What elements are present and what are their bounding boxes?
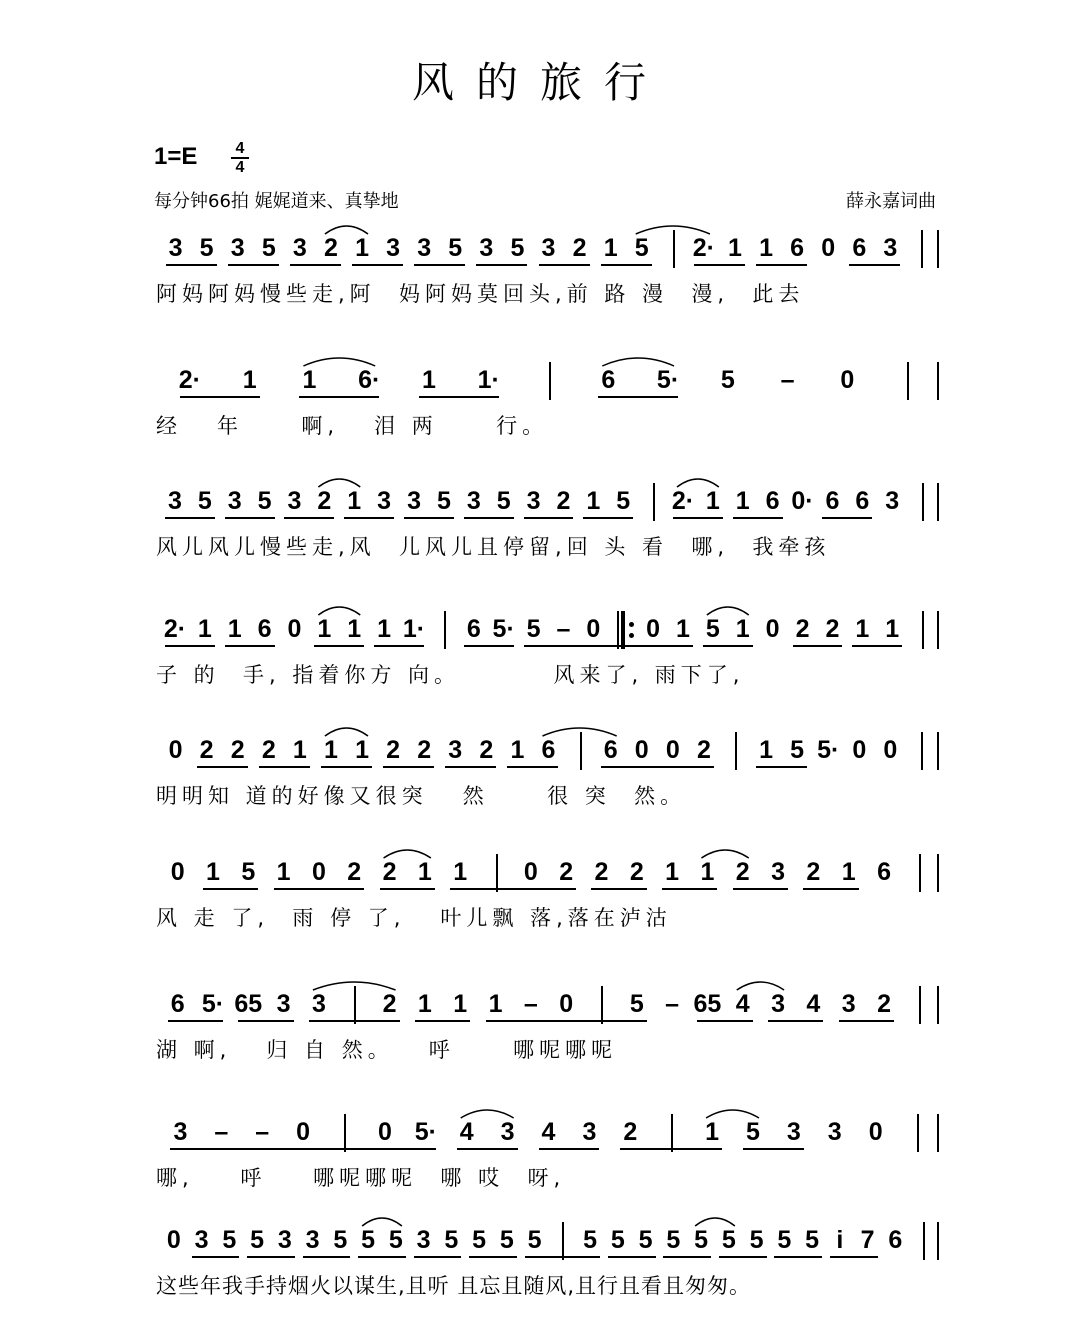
note: 0 <box>852 736 867 764</box>
lyrics-line <box>0 410 1080 444</box>
note: 3 <box>287 487 302 515</box>
notation-line <box>0 485 1080 525</box>
note: 4 <box>806 990 821 1018</box>
slur <box>602 358 674 366</box>
note: 0 <box>296 1118 311 1146</box>
time-signature-bottom: 4 <box>235 159 245 176</box>
note: 5· <box>492 615 515 643</box>
note: 1 <box>292 736 307 764</box>
note: 5 <box>746 1118 760 1146</box>
note: 2 <box>417 736 432 764</box>
note: 6 <box>466 615 481 643</box>
slur <box>318 479 360 487</box>
note: 0 <box>868 1118 883 1146</box>
note: 6 <box>855 487 870 515</box>
note: 0 <box>646 615 661 643</box>
note: 5 <box>720 366 735 394</box>
note: 2 <box>382 990 397 1018</box>
lyrics-text: 子 的 手, 指着你方 向。 风来了, 雨下了, <box>156 663 745 687</box>
note: 2 <box>556 487 571 515</box>
score-system <box>0 485 1080 595</box>
note: 1 <box>377 615 392 643</box>
note: 1· <box>402 615 426 643</box>
notation-line <box>0 734 1080 774</box>
note: 5 <box>616 487 631 515</box>
note: 2· <box>692 234 716 262</box>
note: 0 <box>166 1226 181 1254</box>
note: 6 <box>825 487 840 515</box>
note: 0 <box>883 736 898 764</box>
slur-layer <box>0 364 1080 404</box>
slur-layer <box>0 734 1080 774</box>
song-title: 风的旅行 <box>411 58 668 107</box>
note: 3 <box>500 1118 515 1146</box>
note: 5 <box>388 1226 403 1254</box>
note: 0 <box>840 366 855 394</box>
note: 3 <box>416 1226 431 1254</box>
note: 1 <box>705 487 720 515</box>
note: 1 <box>417 990 432 1018</box>
note: 2 <box>230 736 245 764</box>
note: 1 <box>302 366 317 394</box>
note: 2 <box>572 234 587 262</box>
note: 2· <box>163 615 187 643</box>
slur <box>318 607 360 615</box>
time-signature-top: 4 <box>231 140 249 159</box>
note: 5 <box>777 1226 792 1254</box>
note: 0 <box>523 858 538 886</box>
note: 3 <box>466 487 481 515</box>
note: 5 <box>333 1226 348 1254</box>
note: 5 <box>638 1226 653 1254</box>
note: 5 <box>510 234 525 262</box>
note: 2 <box>199 736 214 764</box>
time-signature <box>231 140 249 176</box>
note: 4 <box>459 1118 474 1146</box>
note: i <box>836 1226 844 1254</box>
sustain-dash: – <box>665 990 680 1018</box>
note: 1 <box>355 234 369 262</box>
note: 2 <box>347 858 362 886</box>
barline-end <box>937 230 939 268</box>
slur-layer <box>0 988 1080 1028</box>
note: 1· <box>477 366 500 394</box>
note: 1 <box>759 234 773 262</box>
barline-end <box>937 362 939 400</box>
note: 0 <box>311 858 326 886</box>
note: 1 <box>586 487 601 515</box>
note: 3 <box>276 990 291 1018</box>
note: 1 <box>510 736 525 764</box>
note: 3 <box>885 487 900 515</box>
note: 3 <box>827 1118 842 1146</box>
note: 0 <box>559 990 574 1018</box>
note: 5 <box>610 1226 625 1254</box>
note: 3 <box>771 858 786 886</box>
note: 5 <box>222 1226 237 1254</box>
note: 6 <box>877 858 891 886</box>
note: 1 <box>700 858 715 886</box>
note: 2 <box>382 858 397 886</box>
note: 1 <box>276 858 291 886</box>
note: 0 <box>168 736 183 764</box>
note: 3 <box>377 487 392 515</box>
note: 1 <box>197 615 212 643</box>
note: 1 <box>227 615 242 643</box>
note: 0 <box>634 736 649 764</box>
note: 0· <box>791 487 814 515</box>
note: 3 <box>841 990 856 1018</box>
slur-layer <box>0 485 1080 525</box>
notation-line <box>0 856 1080 896</box>
lyrics-text: 哪, 呼 哪呢哪呢 哪 哎 呀, <box>156 1166 566 1190</box>
barline-end <box>937 1114 939 1152</box>
lyrics-line <box>0 1162 1080 1196</box>
note: 4 <box>541 1118 556 1146</box>
note: 5 <box>448 234 463 262</box>
note: 5 <box>197 487 212 515</box>
lyrics-line <box>0 1270 1080 1304</box>
note: 1 <box>488 990 503 1018</box>
note: 2· <box>671 487 695 515</box>
note: 3 <box>417 234 432 262</box>
note: 1 <box>453 858 468 886</box>
note: 3 <box>883 234 898 262</box>
tempo-marking: 每分钟66拍 娓娓道来、真挚地 <box>154 191 399 212</box>
score-system <box>0 364 1080 474</box>
barline-end <box>937 1222 939 1260</box>
note: 3 <box>771 990 786 1018</box>
note: 5 <box>583 1226 598 1254</box>
sustain-dash: – <box>556 615 571 643</box>
note: 5 <box>526 615 541 643</box>
notation-line <box>0 364 1080 404</box>
note: 3 <box>292 234 307 262</box>
note: 6 <box>541 736 556 764</box>
slur <box>461 1110 514 1118</box>
note: 5 <box>257 487 272 515</box>
note: 3 <box>168 234 183 262</box>
slur <box>303 358 375 366</box>
sustain-dash: – <box>214 1118 229 1146</box>
note: 5· <box>656 366 680 394</box>
note: 3 <box>173 1118 188 1146</box>
note: 1 <box>603 234 618 262</box>
note: 1 <box>355 736 369 764</box>
note: 2 <box>735 858 750 886</box>
note: 3 <box>582 1118 597 1146</box>
note: 5· <box>414 1118 437 1146</box>
barline-end <box>937 611 939 649</box>
score-system <box>0 734 1080 844</box>
note: 5 <box>705 615 720 643</box>
slur <box>325 728 368 736</box>
slur-layer <box>0 232 1080 272</box>
note: 0 <box>377 1118 392 1146</box>
lyrics-line <box>0 531 1080 565</box>
note: 5 <box>499 1226 514 1254</box>
note: 2 <box>623 1118 638 1146</box>
note: 5 <box>666 1226 681 1254</box>
note: 5 <box>629 990 644 1018</box>
note: 3 <box>167 487 182 515</box>
note: 3 <box>194 1226 209 1254</box>
note: 1 <box>206 858 220 886</box>
note: 5 <box>634 234 649 262</box>
score-system <box>0 613 1080 723</box>
note: 3 <box>277 1226 292 1254</box>
note: 3 <box>407 487 421 515</box>
note: 2 <box>323 234 338 262</box>
note: 2 <box>795 615 810 643</box>
note: 6 <box>790 234 805 262</box>
note: 0 <box>170 858 185 886</box>
note: 3 <box>526 487 541 515</box>
lyrics-text: 阿妈阿妈慢些走,阿 妈阿妈莫回头,前 路 漫 漫, 此去 <box>156 282 805 306</box>
note: 1 <box>759 736 773 764</box>
note: 1 <box>855 615 870 643</box>
barline-end <box>937 854 939 892</box>
lyrics-text: 明明知 道的好像又很突 然 很 突 然。 <box>156 784 687 808</box>
slur-layer <box>0 856 1080 896</box>
lyrics-text: 经 年 啊, 泪 两 行。 <box>156 414 549 438</box>
note: 3 <box>311 990 326 1018</box>
note: 5 <box>361 1226 376 1254</box>
note: 0 <box>665 736 680 764</box>
note: 6 <box>603 736 618 764</box>
note: 2 <box>317 487 332 515</box>
note: 5 <box>805 1226 820 1254</box>
sustain-dash: – <box>780 366 795 394</box>
slur <box>706 1110 759 1118</box>
note: 1 <box>422 366 436 394</box>
note: 6 <box>852 234 867 262</box>
note: 2 <box>806 858 821 886</box>
note: 2 <box>479 736 494 764</box>
sustain-dash: – <box>255 1118 270 1146</box>
slur <box>325 226 368 234</box>
lyrics-text: 这些年我手持烟火以谋生,且听 且忘且随风,且行且看且匆匆。 <box>156 1274 752 1298</box>
note: 3 <box>230 234 245 262</box>
note: 1 <box>728 234 742 262</box>
note: 2 <box>629 858 644 886</box>
note: 3 <box>227 487 242 515</box>
note: 6 <box>765 487 780 515</box>
note: 5 <box>444 1226 459 1254</box>
note: 2 <box>877 990 891 1018</box>
notation-line <box>0 1224 1080 1264</box>
notation-line <box>0 613 1080 653</box>
note: 3 <box>479 234 494 262</box>
slur-layer <box>0 1116 1080 1156</box>
lyrics-line <box>0 780 1080 814</box>
note: 2 <box>825 615 840 643</box>
lyrics-line <box>0 1034 1080 1068</box>
score-system <box>0 232 1080 342</box>
note: 5 <box>496 487 511 515</box>
notation-line <box>0 1116 1080 1156</box>
score-system <box>0 1116 1080 1226</box>
barline-end <box>937 483 939 521</box>
sustain-dash: – <box>523 990 538 1018</box>
note: 1 <box>453 990 468 1018</box>
lyrics-text: 湖 啊, 归 自 然。 呼 哪呢哪呢 <box>156 1038 618 1062</box>
note: 1 <box>735 487 750 515</box>
slur <box>701 850 748 858</box>
lyrics-line <box>0 659 1080 693</box>
note: 1 <box>317 615 332 643</box>
slur-layer <box>0 613 1080 653</box>
barline-end <box>937 986 939 1024</box>
note: 5 <box>527 1226 542 1254</box>
note: 2 <box>386 736 401 764</box>
note: 2 <box>594 858 609 886</box>
note: 5 <box>241 858 256 886</box>
note: 6 <box>601 366 616 394</box>
note: 1 <box>242 366 257 394</box>
note: 3 <box>786 1118 801 1146</box>
note: 2 <box>261 736 276 764</box>
note: 3 <box>305 1226 320 1254</box>
notation-line <box>0 232 1080 272</box>
score-system <box>0 988 1080 1098</box>
note: 6 <box>170 990 185 1018</box>
note: 5 <box>721 1226 736 1254</box>
key-signature: 1=E <box>154 143 198 170</box>
note: 1 <box>735 615 750 643</box>
note: 65 <box>234 990 263 1018</box>
note: 0 <box>765 615 780 643</box>
note: 6· <box>358 366 381 394</box>
note: 5 <box>250 1226 265 1254</box>
notation-line <box>0 988 1080 1028</box>
lyrics-line <box>0 278 1080 312</box>
note: 5 <box>436 487 451 515</box>
note: 0 <box>586 615 601 643</box>
score-system <box>0 856 1080 966</box>
note: 5· <box>201 990 225 1018</box>
note: 5 <box>694 1226 709 1254</box>
note: 5 <box>790 736 805 764</box>
slur-layer <box>0 1224 1080 1264</box>
slur <box>384 850 431 858</box>
barline-end <box>937 732 939 770</box>
note: 1 <box>347 487 362 515</box>
note: 2 <box>696 736 711 764</box>
note: 5 <box>199 234 214 262</box>
note: 6 <box>888 1226 903 1254</box>
note: 4 <box>735 990 750 1018</box>
note: 1 <box>705 1118 720 1146</box>
lyrics-text: 风 走 了, 雨 停 了, 叶儿飘 落,落在泸沽 <box>156 906 672 930</box>
note: 2· <box>178 366 201 394</box>
note: 1 <box>841 858 856 886</box>
note: 65 <box>693 990 722 1018</box>
lyrics-line <box>0 902 1080 936</box>
note: 5 <box>749 1226 764 1254</box>
note: 0 <box>821 234 836 262</box>
note: 3 <box>386 234 401 262</box>
slur <box>677 479 719 487</box>
lyrics-text: 风儿风儿慢些走,风 儿风儿且停留,回 头 看 哪, 我牵孩 <box>156 535 831 559</box>
note: 5· <box>817 736 840 764</box>
note: 3 <box>541 234 556 262</box>
note: 1 <box>885 615 900 643</box>
note: 5 <box>261 234 276 262</box>
note: 6 <box>257 615 272 643</box>
slur <box>707 607 749 615</box>
note: 0 <box>287 615 302 643</box>
slur <box>737 982 784 990</box>
note: 1 <box>417 858 432 886</box>
note: 1 <box>347 615 362 643</box>
note: 1 <box>323 736 338 764</box>
author-credit: 薛永嘉词曲 <box>846 191 936 212</box>
note: 2 <box>559 858 574 886</box>
note: 5 <box>472 1226 487 1254</box>
note: 7 <box>860 1226 875 1254</box>
note: 3 <box>448 736 463 764</box>
note: 1 <box>676 615 690 643</box>
note: 1 <box>665 858 680 886</box>
